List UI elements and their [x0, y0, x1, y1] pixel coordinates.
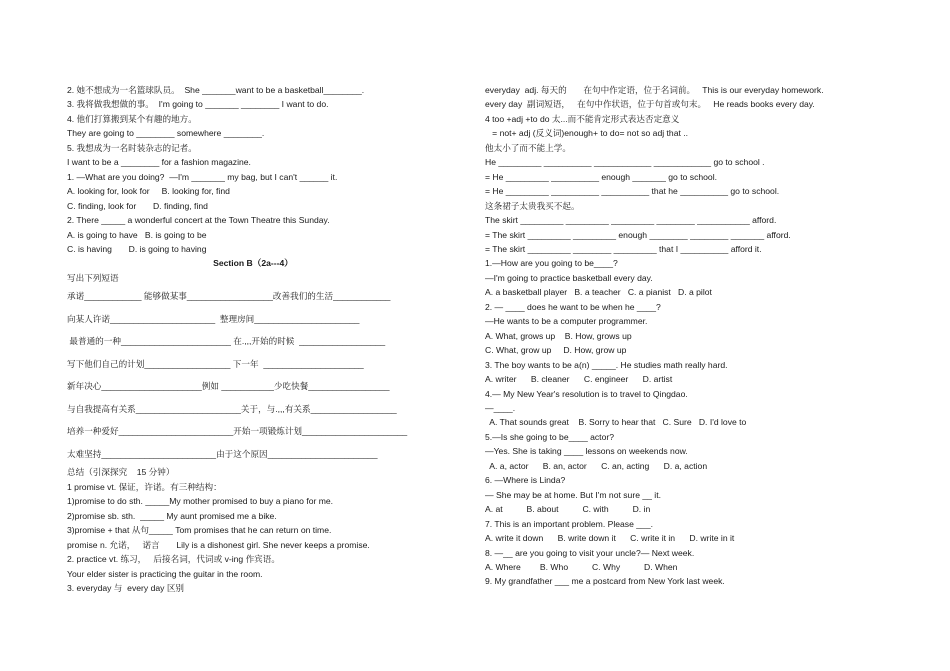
right-lines-text: A. That sounds great B. Sorry to hear that C. Sure D. I'd love to — [485, 417, 747, 428]
phrase-translation-block — [67, 285, 439, 465]
left-lines-text: A. is going to have B. is going to be — [67, 229, 207, 240]
right-lines-text: A. write it down B. write down it C. write it in D. write in it — [485, 533, 735, 544]
left-phrase-lines-text: 新年决心_____________________例如 ___________少吃快餐_________________ — [67, 381, 390, 392]
left-phrase-lines-text: 承诺____________ 能够做某事__________________改善我们的生活____________ — [67, 291, 391, 302]
right-lines-text: — She may be at home. But I'm not sure __ it. — [485, 489, 661, 500]
left-phrase-lines-text: 与自我提高有关系______________________关于，与.,,,有关系__________________ — [67, 403, 397, 414]
right-lines-text: 这条裙子太贵我买不起。 — [485, 200, 580, 211]
right-lines-text: —I'm going to practice basketball every day. — [485, 272, 653, 283]
right-lines-text: C. What, grow up D. How, grow up — [485, 345, 627, 356]
left-summary-lines-text: 总结（引深探究 15 分钟） — [67, 467, 175, 478]
right-lines-text: 2. — ____ does he want to be when he ____? — [485, 301, 661, 312]
left-phrase-lines-text: 太难坚持________________________由于这个原因_______________________ — [67, 448, 378, 459]
left-lines-text: C. finding, look for D. finding, find — [67, 200, 208, 211]
left-lines-text: A. looking for, look for B. looking for, find — [67, 186, 230, 197]
right-lines-text: A. a, actor B. an, actor C. an, acting D. a, action — [485, 460, 708, 471]
right-lines-text: 他太小了而不能上学。 — [485, 142, 571, 153]
right-lines-text: A. at B. about C. with D. in — [485, 504, 651, 515]
left-lines-text: 1. —What are you doing? —I'm _______ my bag, but I can't ______ it. — [67, 171, 338, 182]
right-lines-text: = The skirt _________ _________ enough ________ ________ _______ afford. — [485, 229, 791, 240]
right-lines-text: —____. — [485, 402, 516, 413]
right-lines-text: = not+ adj (反义词)enough+ to do= not so adj that .. — [485, 128, 689, 139]
left-summary-lines-text: 2)promise sb. sth. _____ My aunt promised me a bike. — [67, 510, 277, 521]
left-lines-text: Section B（2a---4） — [213, 258, 293, 269]
right-column — [485, 83, 885, 589]
left-lines-text: 2. There _____ a wonderful concert at the Town Theatre this Sunday. — [67, 215, 330, 226]
exercise-block — [67, 83, 439, 285]
right-lines-text: every day 副词短语， 在句中作状语，位于句首或句末。 He reads books every day. — [485, 99, 815, 110]
right-lines-text: —Yes. She is taking ____ lessons on weekends now. — [485, 446, 688, 457]
right-lines-text: 3. The boy wants to be a(n) _____. He studies math really hard. — [485, 359, 728, 370]
right-lines-text: A. What, grows up B. How, grows up — [485, 330, 632, 341]
left-summary-lines-text: 3. everyday 与 every day 区别 — [67, 582, 185, 593]
right-lines-text: 4.— My New Year's resolution is to travel to Qingdao. — [485, 388, 688, 399]
right-lines-text: 1.—How are you going to be____? — [485, 258, 618, 269]
right-lines-text: = He _________ __________ __________ that he __________ go to school. — [485, 186, 780, 197]
left-phrase-lines-text: 向某人许诺______________________ 整理房间______________________ — [67, 313, 360, 324]
left-summary-lines-text: 1)promise to do sth. _____My mother promised to buy a piano for me. — [67, 496, 334, 507]
left-lines-text: They are going to ________ somewhere ________. — [67, 128, 265, 139]
right-lines-text: —He wants to be a computer programmer. — [485, 316, 648, 327]
left-phrase-lines-text: 写下他们自己的计划__________________ 下一年 _____________________ — [67, 358, 364, 369]
right-lines-text: 8. —__ are you going to visit your uncle?— Next week. — [485, 547, 695, 558]
right-lines-text: = The skirt _________ ________ _________ that I __________ afford it. — [485, 243, 762, 254]
left-lines-text: 2. 她不想成为一名篮球队员。 She _______want to be a basketball________. — [67, 85, 365, 95]
left-lines-text: 4. 他们打算搬到某个有趣的地方。 — [67, 113, 197, 124]
right-lines-text: A. Where B. Who C. Why D. When — [485, 561, 678, 572]
left-lines-text: C. is having D. is going to having — [67, 243, 207, 254]
left-lines-text: 写出下列短语 — [67, 272, 119, 283]
left-summary-lines-text: 1 promise vt. 保证，许诺。有三种结构： — [67, 481, 222, 492]
right-lines-text: A. a basketball player B. a teacher C. a pianist D. a pilot — [485, 287, 712, 298]
summary-block — [67, 465, 439, 595]
right-lines-text: He _________ __________ ____________ ____________ go to school . — [485, 157, 765, 168]
right-lines-text: 7. This is an important problem. Please ___. — [485, 518, 653, 529]
left-summary-lines-text: promise n. 允诺， 诺言 Lily is a dishonest girl. She never keeps a promise. — [67, 539, 370, 550]
right-lines-text: everyday adj. 每天的 在句中作定语，位于名词前。 This is our everyday homework. — [485, 85, 824, 95]
right-lines-text: 6. —Where is Linda? — [485, 475, 566, 486]
left-summary-lines-text: Your elder sister is practicing the guitar in the room. — [67, 568, 263, 579]
right-lines-text: A. writer B. cleaner C. engineer D. artist — [485, 374, 673, 385]
left-summary-lines-text: 3)promise + that 从句_____ Tom promises that he can return on time. — [67, 525, 332, 536]
right-lines-text: 5.—Is she going to be____ actor? — [485, 431, 614, 442]
right-lines-text: = He _________ __________ enough _______ go to school. — [485, 171, 718, 182]
left-summary-lines-text: 2. practice vt. 练习， 后接名词，代词或 v-ing 作宾语。 — [67, 554, 280, 565]
right-lines-text: 4 too +adj +to do 太...而不能肯定形式表达否定意义 — [485, 113, 680, 124]
left-lines-text: I want to be a ________ for a fashion magazine. — [67, 157, 251, 168]
left-phrase-lines-text: 最普通的一种_______________________ 在.,,,开始的时候 __________________ — [67, 336, 386, 347]
left-lines-text: 5. 我想成为一名时装杂志的记者。 — [67, 142, 197, 153]
right-lines-text: 9. My grandfather ___ me a postcard from New York last week. — [485, 576, 725, 587]
left-phrase-lines-text: 培养一种爱好________________________开始一项锻炼计划______________________ — [67, 426, 408, 437]
right-lines-text: The skirt _________ _________ _________ ________ ___________ afford. — [485, 215, 777, 226]
left-lines-text: 3. 我将做我想做的事。 I'm going to _______ ________ I want to do. — [67, 99, 329, 110]
left-column — [67, 83, 439, 595]
